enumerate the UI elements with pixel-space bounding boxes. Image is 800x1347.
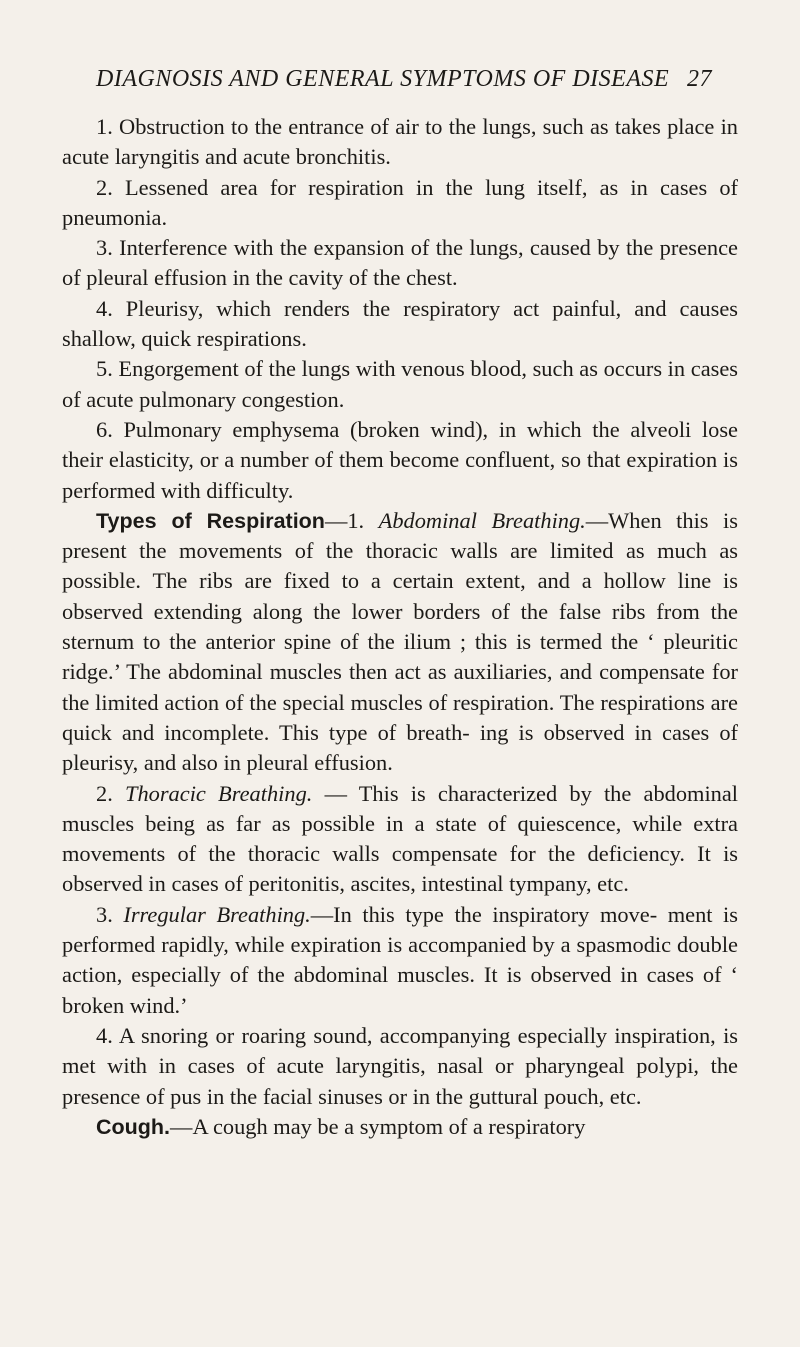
page-body: [62, 112, 738, 1142]
item1-prefix: —1.: [324, 507, 379, 533]
running-header: [96, 66, 712, 93]
abdominal-breathing-title: Abdominal Breathing.: [378, 507, 586, 533]
thoracic-breathing-text: — This is characterized by the abdominal muscles being as far as possible in a state of quiescence, while extra movements of the thoracic walls compensate for the deficiency. It is observed in cases of peritonitis, ascites, intestinal tympany, etc.: [62, 780, 739, 897]
list-item: 3. Interference with the expansion of the lungs, caused by the presence of pleural effusion in the cavity of the chest.: [62, 235, 738, 291]
irregular-breathing-paragraph: [62, 900, 738, 1021]
irregular-breathing-title: Irregular Breathing.: [123, 901, 311, 927]
thoracic-breathing-title: Thoracic Breathing.: [125, 780, 313, 806]
thoracic-breathing-paragraph: [62, 779, 738, 900]
list-item: 5. Engorgement of the lungs with venous blood, such as occurs in cases of acute pulmonary congestion.: [62, 356, 738, 412]
list-item: 2. Lessened area for respiration in the lung itself, as in cases of pneumonia.: [62, 174, 738, 230]
item2-number: 2.: [96, 780, 125, 806]
cough-paragraph: [62, 1112, 738, 1142]
types-of-respiration-paragraph: [62, 506, 738, 779]
page-number: 27: [687, 66, 712, 92]
list-item: 4. Pleurisy, which renders the respiratory act painful, and causes shallow, quick respirations.: [62, 295, 738, 352]
section-heading-types: Types of Respiration: [96, 508, 325, 533]
list-item: 6. Pulmonary emphysema (broken wind), in which the alveoli lose their elasticity, or a number of them become confluent, so that expiration is performed with difficulty.: [62, 416, 738, 503]
running-title: DIAGNOSIS AND GENERAL SYMPTOMS OF DISEASE: [96, 66, 670, 92]
section-heading-cough: Cough.: [96, 1114, 171, 1139]
snoring-paragraph: 4. A snoring or roaring sound, accompanying especially inspiration, is met with in cases of acute laryngitis, nasal or pharyngeal polypi, the presence of pus in the facial sinuses or in the guttural pouch, etc.: [62, 1022, 738, 1109]
list-item: 1. Obstruction to the entrance of air to the lungs, such as takes place in acute laryngitis and acute bronchitis.: [62, 114, 738, 170]
abdominal-breathing-text: —When this is present the movements of the thoracic walls are limited as much as possible. The ribs are fixed to a certain extent, and a hollow line is observed extending along the lower borders of the false ribs from the sternum to the anterior spine of the ilium ; this is termed the ‘ pleuritic ridge.’ The abdominal muscles then act as auxiliaries, and compensate for the limited action of the special muscles of respiration. The respirations are quick and incomplete. This type of breath- ing is observed in cases of pleurisy, and also in pleural effusion.: [62, 507, 738, 776]
irregular-breathing-text: —In this type the inspiratory move- ment is performed rapidly, while expiration is accompanied by a spasmodic double action, especially of the abdominal muscles. It is observed in cases of ‘ broken wind.’: [62, 901, 738, 1018]
item3-number: 3.: [96, 901, 124, 927]
cough-text: —A cough may be a symptom of a respiratory: [170, 1113, 586, 1139]
